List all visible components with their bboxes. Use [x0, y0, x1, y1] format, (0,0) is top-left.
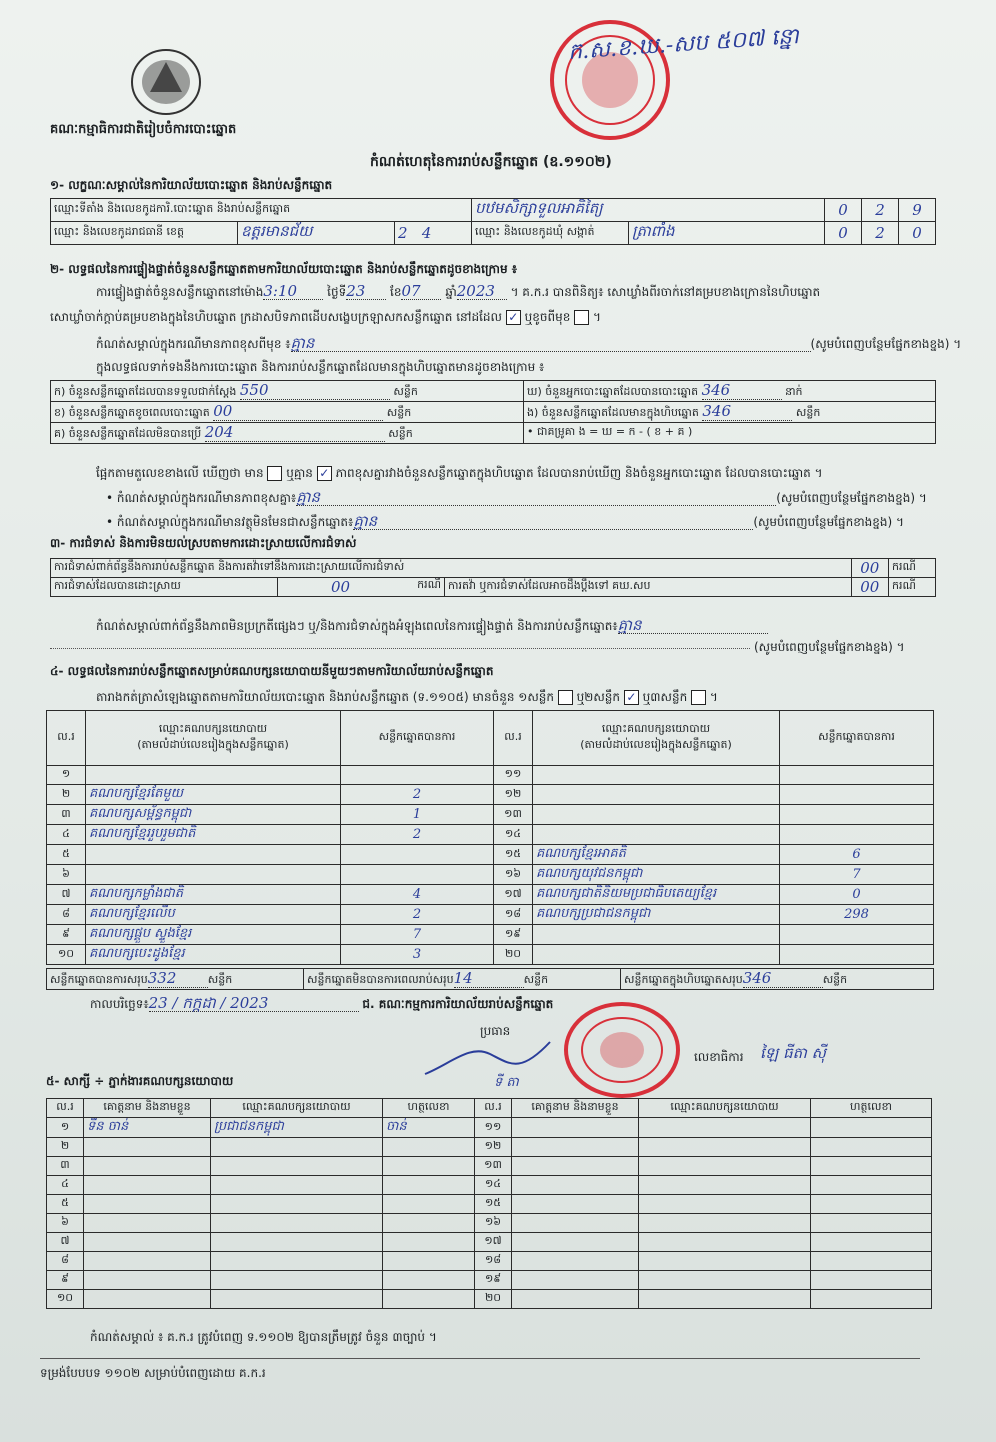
- row-number: ១៧: [475, 1233, 512, 1252]
- witness-name: [512, 1252, 639, 1271]
- witness-name: [512, 1290, 639, 1309]
- totals-table: [46, 968, 934, 990]
- party-name: គណបក្សខ្មែរលើប: [86, 905, 341, 925]
- no-diff-checkbox[interactable]: ✓: [317, 466, 332, 481]
- row-number: ៤: [47, 825, 86, 845]
- dotted-line: [50, 648, 750, 649]
- witness-party: [211, 1138, 383, 1157]
- witness-party: [639, 1290, 811, 1309]
- witness-party: [639, 1118, 811, 1138]
- witness-party: [639, 1214, 811, 1233]
- unit-label: ករណី: [889, 578, 936, 597]
- witness-signature: [383, 1176, 475, 1195]
- total-valid: សន្លឹកឆ្នោតបានការសរុប332 សន្លឹក: [47, 969, 304, 990]
- emblem-logo: [130, 48, 202, 116]
- witness-signature: [811, 1214, 932, 1233]
- row-number: ៣: [47, 1157, 84, 1176]
- in-box-row: ង) ចំនួនសន្លឹកឆ្នោតដែលមានក្នុងហិបឆ្នោត 346 សន្លឹក: [524, 402, 936, 423]
- witness-signature: [811, 1138, 932, 1157]
- party-name: [533, 766, 780, 785]
- section4-title: ៤- លទ្ធផលនៃការរាប់សន្លឹកឆ្នោតសម្រាប់គណបក្សនយោបាយនីមួយៗតាមការិយាល័យរាប់សន្លឹកឆ្នោត: [50, 664, 494, 678]
- section2-title: ២- លទ្ធផលនៃការផ្ទៀងផ្ទាត់ចំនួនសន្លឹកឆ្នោតតាមការិយាល័យបោះឆ្នោត និងរាប់សន្លឹកឆ្នោតដូចខាងក្រោម ៖: [50, 262, 518, 276]
- table-row: [47, 1271, 932, 1290]
- col-party: ឈ្មោះគណបក្សនយោបាយ: [639, 1099, 811, 1118]
- witness-name: [84, 1195, 211, 1214]
- appeal-label: ការតវ៉ា ឬការជំទាស់ដែលអាចដឹងប្ដឹងទៅ គឃ.សប: [445, 578, 852, 597]
- witness-name: [84, 1252, 211, 1271]
- province-label: ឈ្មោះ និងលេខកូដរាជធានី ខេត្ត: [51, 222, 238, 245]
- party-name: គណបក្សកម្លាំងជាតិ: [86, 885, 341, 905]
- witness-party: [639, 1157, 811, 1176]
- party-name: គណបក្សប្រជាជនកម្ពុជា: [533, 905, 780, 925]
- appeal-value: 00: [851, 578, 888, 597]
- witness-party: [211, 1176, 383, 1195]
- vote-count: 2: [341, 905, 494, 925]
- vote-count: [341, 845, 494, 865]
- province-value: ឧត្តរមានជ័យ: [238, 222, 395, 245]
- table-row: [47, 845, 934, 865]
- row-number: ៦: [47, 1214, 84, 1233]
- witness-signature: [383, 1195, 475, 1214]
- official-stamp-bottom: [562, 1000, 682, 1100]
- results-intro: ក្នុងលទ្ធផលទាក់ទងនឹងការបោះឆ្នោត និងការរាប់សន្លឹកឆ្នោតដែលមានក្នុងហិបឆ្នោតមានដូចខាងក្រោម ៖: [96, 360, 545, 374]
- witness-name: [84, 1290, 211, 1309]
- row-number: ១៥: [494, 845, 533, 865]
- vote-count: 2: [341, 825, 494, 845]
- unit-label: ករណី: [889, 559, 936, 578]
- party-name: [533, 945, 780, 965]
- party-name: គណបក្សសម្ព័ន្ធកម្ពុជា: [86, 805, 341, 825]
- intact-checkbox[interactable]: ✓: [506, 310, 521, 325]
- witness-signature: [811, 1176, 932, 1195]
- code-digit: 2: [862, 199, 899, 222]
- witness-party: [211, 1157, 383, 1176]
- witness-party: [639, 1176, 811, 1195]
- chair-signature: [420, 1034, 560, 1084]
- witness-name: [512, 1176, 639, 1195]
- row-number: ៩: [47, 925, 86, 945]
- table-row: [47, 885, 934, 905]
- party-name: គណបក្សយុវជនកម្ពុជា: [533, 865, 780, 885]
- code-digit: 0: [825, 222, 862, 245]
- witness-name: [512, 1214, 639, 1233]
- witness-party: [639, 1233, 811, 1252]
- vote-count: [780, 805, 934, 825]
- witness-party: [639, 1195, 811, 1214]
- witness-signature: [811, 1252, 932, 1271]
- row-number: ១៣: [494, 805, 533, 825]
- total-invalid: សន្លឹកឆ្នោតមិនបានការពេលរាប់សរុប14 សន្លឹក: [304, 969, 621, 990]
- witness-party: [211, 1195, 383, 1214]
- table-row: [47, 865, 934, 885]
- row-number: ១៦: [475, 1214, 512, 1233]
- witness-signature: [383, 1271, 475, 1290]
- witness-signature: ចាន់: [383, 1118, 475, 1138]
- formula: • ជាគម្រូគា ង = ឃ = ក - ( ខ + គ ): [524, 423, 936, 444]
- table-row: [47, 945, 934, 965]
- witness-signature: [383, 1138, 475, 1157]
- witness-name: [84, 1138, 211, 1157]
- province-code: 2 4: [395, 222, 472, 245]
- row-number: ១២: [475, 1138, 512, 1157]
- fill-note: (សូមបំពេញបន្ថែមផ្នែកខាងខ្នង) ។: [754, 640, 905, 654]
- row-number: ១៦: [494, 865, 533, 885]
- section1-title: ១- លក្ខណៈសម្គាល់នៃការិយាល័យបោះឆ្នោត និងរាប់សន្លឹកឆ្នោត: [50, 178, 333, 192]
- row-number: ២: [47, 1138, 84, 1157]
- witness-table: [46, 1098, 932, 1309]
- note1-line: កំណត់សម្គាល់ក្នុងករណីមានភាពខុសពីមុខ ៖គ្មាន (សូមបំពេញបន្ថែមផ្នែកខាងខ្នង) ។: [96, 334, 962, 352]
- vote-count: 7: [780, 865, 934, 885]
- col-votes: សន្លឹកឆ្នោតបានការ: [341, 711, 494, 766]
- party-name: [533, 785, 780, 805]
- table-row: [47, 805, 934, 825]
- row-number: ៦: [47, 865, 86, 885]
- secretary-label: លេខាធិការ: [694, 1050, 744, 1064]
- commune-label: ឈ្មោះ និងលេខកូដឃុំ សង្កាត់: [472, 222, 629, 245]
- vote-count: 298: [780, 905, 934, 925]
- table-row: [47, 925, 934, 945]
- vote-count: [341, 766, 494, 785]
- witness-name: [512, 1233, 639, 1252]
- witness-name: ទីន ចាន់: [84, 1118, 211, 1138]
- table-row: [47, 766, 934, 785]
- witness-name: [84, 1157, 211, 1176]
- row-number: ១៨: [475, 1252, 512, 1271]
- tally-sheet-line: តារាងកត់ត្រាសំឡេងឆ្នោតតាមការិយាល័យបោះឆ្នោត និងរាប់សន្លឹកឆ្នោត (ទ.១១០៥) មានចំនួន ១សន្លឹក ឬ២សន្លឹក ✓ ឬ៣សន្លឹក ។: [96, 690, 718, 704]
- location-name-value: បឋមសិក្សាទួលអាគិត្យៃ: [472, 199, 825, 222]
- vote-count: [780, 925, 934, 945]
- row-number: ៨: [47, 905, 86, 925]
- col-no: ល.រ: [494, 711, 533, 766]
- witness-name: [512, 1157, 639, 1176]
- verification-line: ការផ្ទៀងផ្ទាត់ចំនួនសន្លឹកឆ្នោតនៅម៉ោង3:10 ថ្ងៃទី23 ខែ07 ឆ្នាំ2023 ។ គ.ក.រ បានពិនិត្យ៖ សោឃ្លាំងពីរចាក់នៅគម្របខាងក្រោននៃហិបឆ្នោត: [96, 282, 821, 300]
- vote-count: [780, 766, 934, 785]
- compare-line: ផ្អែកតាមតួលេខខាងលើ ឃើញថា មាន ឬគ្មាន ✓ ភាពខុសគ្នារវាងចំនួនសន្លឹកឆ្នោតក្នុងហិបឆ្នោត ដែលបានរាប់ឃើញ និងចំនួនអ្នកបោះឆ្នោត ដែលបានបោះឆ្នោត ។: [96, 466, 823, 480]
- witness-party: [639, 1271, 811, 1290]
- witness-party: [211, 1271, 383, 1290]
- row-number: ១៤: [494, 825, 533, 845]
- witness-name: [512, 1138, 639, 1157]
- date-line: កាលបរិច្ឆេទ៖23 / កក្កដា / 2023 ជ. គណៈកម្មការការិយាល័យរាប់សន្លឹកឆ្នោត: [90, 994, 554, 1012]
- stamp-handwriting: ក.ស.ខ.ឃ.-សប ៥០៧ ន្នោ: [567, 23, 800, 66]
- col-sign: ហត្ថលេខា: [811, 1099, 932, 1118]
- row-number: ១២: [494, 785, 533, 805]
- witness-party: [639, 1138, 811, 1157]
- row-number: ១៩: [494, 925, 533, 945]
- secretary-name: ឡៃ ធីតា ស៊ី: [760, 1044, 826, 1062]
- vote-count: [780, 785, 934, 805]
- row-number: ១៨: [494, 905, 533, 925]
- row-number: ១១: [475, 1118, 512, 1138]
- resolved-label: ការជំទាស់ដែលបានដោះស្រាយ: [51, 578, 278, 597]
- row-number: ១: [47, 766, 86, 785]
- party-name: គណបក្សជាតិនិយមប្រជាធិបតេយ្យខ្មែរ: [533, 885, 780, 905]
- row-number: ៣: [47, 805, 86, 825]
- table-row: [47, 905, 934, 925]
- vote-count: 6: [780, 845, 934, 865]
- row-number: ៨: [47, 1252, 84, 1271]
- party-name: [533, 825, 780, 845]
- party-name: គណបក្សខ្មែរតែមួយ: [86, 785, 341, 805]
- witness-signature: [811, 1195, 932, 1214]
- witness-name: [512, 1118, 639, 1138]
- col-party: ឈ្មោះគណបក្សនយោបាយ (តាមលំដាប់លេខរៀងក្នុងសន្លឹកឆ្នោត): [533, 711, 780, 766]
- witness-signature: [811, 1233, 932, 1252]
- witness-party: [211, 1290, 383, 1309]
- note2-line: • កំណត់សម្គាល់ក្នុងករណីមានភាពខុសគ្នា៖គ្មាន (សូមបំពេញបន្ថែមផ្នែកខាងខ្នង) ។: [106, 488, 927, 506]
- section5-title: ៥- សាក្សី ÷ ភ្នាក់ងារគណបក្សនយោបាយ: [46, 1074, 234, 1088]
- witness-signature: [811, 1157, 932, 1176]
- witness-signature: [383, 1233, 475, 1252]
- row-number: ១១: [494, 766, 533, 785]
- code-digit: 9: [899, 199, 936, 222]
- broken-checkbox[interactable]: [574, 310, 589, 325]
- party-name: [86, 865, 341, 885]
- col-party: ឈ្មោះគណបក្សនយោបាយ: [211, 1099, 383, 1118]
- note3-line: • កំណត់សម្គាល់ក្នុងករណីមានវត្ថុមិនមែនជាសន្លឹកឆ្នោត៖គ្មាន (សូមបំពេញបន្ថែមផ្នែកខាងខ្នង) ។: [106, 512, 904, 530]
- witness-name: [84, 1233, 211, 1252]
- row-number: ៤: [47, 1176, 84, 1195]
- location-table: [50, 198, 936, 245]
- objection-label: ការជំទាស់ពាក់ព័ន្ធនឹងការរាប់សន្លឹកឆ្នោត និងការតវ៉ាទៅនឹងការដោះស្រាយលើការជំទាស់: [51, 559, 852, 578]
- ballot-count-table: [50, 380, 936, 444]
- party-name: គណបក្សផ្គួប ស្ទួងខ្មែរ: [86, 925, 341, 945]
- two-sheet-checkbox[interactable]: ✓: [624, 690, 639, 705]
- table-row: [47, 1176, 932, 1195]
- witness-name: [512, 1271, 639, 1290]
- witness-signature: [811, 1118, 932, 1138]
- row-number: ១៧: [494, 885, 533, 905]
- table-row: [47, 1252, 932, 1271]
- party-results-table: [46, 710, 934, 965]
- row-number: ១០: [47, 945, 86, 965]
- table-row: [47, 785, 934, 805]
- form-title: កំណត់ហេតុនៃការរាប់សន្លឹកឆ្នោត (ឧ.១១០២): [370, 154, 612, 170]
- witness-name: [84, 1214, 211, 1233]
- party-name: គណបក្សខ្មែររួបរួមជាតិ: [86, 825, 341, 845]
- col-no: ល.រ: [475, 1099, 512, 1118]
- col-no: ល.រ: [47, 1099, 84, 1118]
- row-number: ២: [47, 785, 86, 805]
- table-row: [47, 1290, 932, 1309]
- row-number: ២០: [475, 1290, 512, 1309]
- footer-note: កំណត់សម្គាល់ ៖ គ.ក.រ ត្រូវបំពេញ ទ.១១០២ ឱ្យបានត្រឹមត្រូវ ចំនួន ៣ច្បាប់ ។: [90, 1330, 437, 1344]
- col-votes: សន្លឹកឆ្នោតបានការ: [780, 711, 934, 766]
- vote-count: [780, 945, 934, 965]
- row-number: ១៣: [475, 1157, 512, 1176]
- table-row: [47, 1233, 932, 1252]
- table-row: [47, 1157, 932, 1176]
- row-number: ៧: [47, 1233, 84, 1252]
- witness-party: [639, 1252, 811, 1271]
- witness-signature: [383, 1214, 475, 1233]
- chair-name: ទី តា: [494, 1075, 519, 1090]
- witness-signature: [811, 1271, 932, 1290]
- table-row: [47, 1138, 932, 1157]
- one-sheet-checkbox[interactable]: [558, 690, 573, 705]
- objection-table: [50, 558, 936, 597]
- col-name: គោត្តនាម និងនាមខ្លួន: [84, 1099, 211, 1118]
- objection-value: 00: [851, 559, 888, 578]
- row-number: ១: [47, 1118, 84, 1138]
- table-row: [47, 1214, 932, 1233]
- vote-count: 0: [780, 885, 934, 905]
- agency-name: គណៈកម្មាធិការជាតិរៀបចំការបោះឆ្នោត: [50, 122, 237, 137]
- received-row: ក) ចំនួនសន្លឹកឆ្នោតដែលបានទទួលជាក់ស្ដែង 550 សន្លឹក: [51, 381, 524, 402]
- col-sign: ហត្ថលេខា: [383, 1099, 475, 1118]
- resolved-value: 00 ករណី: [278, 578, 445, 597]
- unused-row: គ) ចំនួនសន្លឹកឆ្នោតដែលមិនបានប្រើ 204 សន្លឹក: [51, 423, 524, 444]
- row-number: ១៥: [475, 1195, 512, 1214]
- party-name: [86, 845, 341, 865]
- witness-party: [211, 1214, 383, 1233]
- witness-name: [512, 1195, 639, 1214]
- col-name: គោត្តនាម និងនាមខ្លួន: [512, 1099, 639, 1118]
- row-number: ១៤: [475, 1176, 512, 1195]
- party-name: [86, 766, 341, 785]
- vote-count: 4: [341, 885, 494, 905]
- table-row: [47, 825, 934, 845]
- form-reference: ទម្រង់បែបបទ ១១០២ សម្រាប់បំពេញដោយ គ.ក.រ: [40, 1366, 266, 1380]
- spoiled-row: ខ) ចំនួនសន្លឹកឆ្នោតខូចពេលបោះឆ្នោត 00 សន្លឹក: [51, 402, 524, 423]
- code-digit: 2: [862, 222, 899, 245]
- witness-signature: [811, 1290, 932, 1309]
- vote-count: 1: [341, 805, 494, 825]
- vote-count: 2: [341, 785, 494, 805]
- row-number: ៥: [47, 845, 86, 865]
- three-sheet-checkbox[interactable]: [691, 690, 706, 705]
- vote-count: [780, 825, 934, 845]
- vote-count: 7: [341, 925, 494, 945]
- row-number: ៥: [47, 1195, 84, 1214]
- table-row: [47, 1195, 932, 1214]
- row-number: ៩: [47, 1271, 84, 1290]
- has-diff-checkbox[interactable]: [267, 466, 282, 481]
- witness-signature: [383, 1252, 475, 1271]
- witness-party: [211, 1252, 383, 1271]
- section3-note: កំណត់សម្គាល់ពាក់ព័ន្ធនឹងភាពមិនប្រក្រតីផ្សេងៗ ឬ/និងការជំទាស់ក្នុងអំឡុងពេលនៃការផ្ទៀងផ្ទាត់ និងការរាប់សន្លឹកឆ្នោត៖គ្មាន: [96, 618, 768, 634]
- footer-rule: [40, 1358, 920, 1359]
- total-in-box: សន្លឹកឆ្នោតក្នុងហិបឆ្នោតសរុប346 សន្លឹក: [621, 969, 934, 990]
- witness-party: ប្រជាជនកម្ពុជា: [211, 1118, 383, 1138]
- code-digit: 0: [899, 222, 936, 245]
- code-digit: 0: [825, 199, 862, 222]
- location-name-label: ឈ្មោះទីតាំង និងលេខកូដការិ.បោះឆ្នោត និងរាប់សន្លឹកឆ្នោត: [51, 199, 472, 222]
- party-name: គណបក្សបេះដូងខ្មែរ: [86, 945, 341, 965]
- witness-signature: [383, 1157, 475, 1176]
- party-name: [533, 805, 780, 825]
- section3-title: ៣- ការជំទាស់ និងការមិនយល់ស្របតាមការដោះស្រាយលើការជំទាស់: [50, 536, 357, 550]
- voters-row: ឃ) ចំនួនអ្នកបោះឆ្នោតដែលបានបោះឆ្នោត 346 នាក់: [524, 381, 936, 402]
- table-row: [47, 1118, 932, 1138]
- party-name: [533, 925, 780, 945]
- witness-signature: [383, 1290, 475, 1309]
- row-number: ១០: [47, 1290, 84, 1309]
- row-number: ១៩: [475, 1271, 512, 1290]
- commune-value: ត្រាពាំង: [629, 222, 825, 245]
- seal-line: សោឃ្លាំចាក់ក្ដាប់គម្របខាងក្នុងនៃហិបឆ្នោត ក្រដាសបិទភាពដើបសង្ខេបក្រឡាសកសន្លឹកឆ្នោត នៅដដែល ✓ ឬខូចពីមុខ ។: [50, 310, 601, 324]
- vote-count: [341, 865, 494, 885]
- chair-label: ប្រធាន: [480, 1024, 511, 1038]
- witness-name: [84, 1176, 211, 1195]
- col-party: ឈ្មោះគណបក្សនយោបាយ (តាមលំដាប់លេខរៀងក្នុងសន្លឹកឆ្នោត): [86, 711, 341, 766]
- witness-party: [211, 1233, 383, 1252]
- row-number: ២០: [494, 945, 533, 965]
- vote-count: 3: [341, 945, 494, 965]
- party-name: គណបក្សខ្មែរអាគតិ: [533, 845, 780, 865]
- row-number: ៧: [47, 885, 86, 905]
- col-no: ល.រ: [47, 711, 86, 766]
- witness-name: [84, 1271, 211, 1290]
